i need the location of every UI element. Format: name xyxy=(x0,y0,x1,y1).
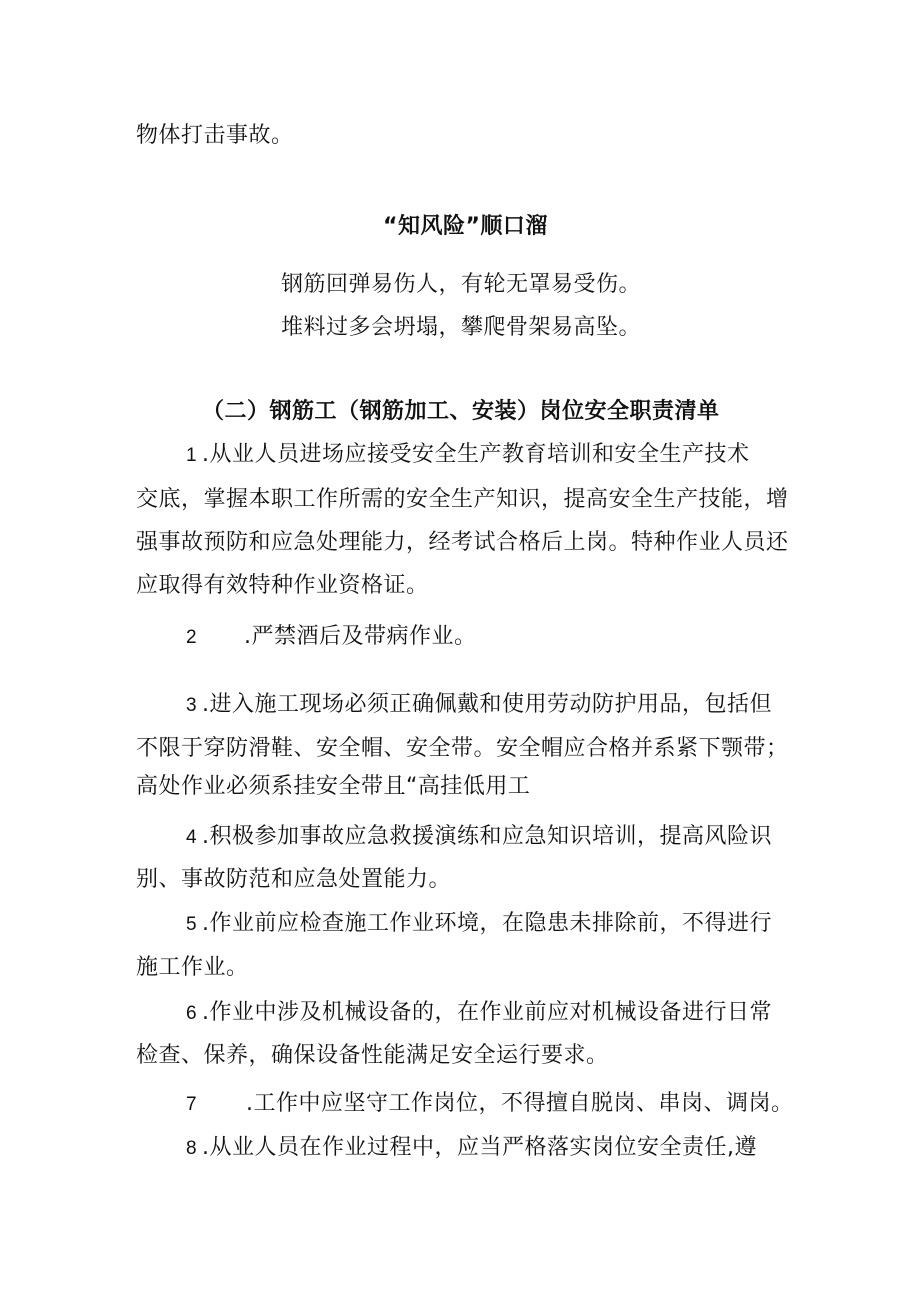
list-item-first-line xyxy=(186,440,750,471)
list-item-line: 强事故预防和应急处理能力，经考试合格后上岗。特种作业人员还 xyxy=(136,530,789,555)
intro-text: 物体打击事故。 xyxy=(136,123,294,148)
list-item-first-line xyxy=(186,909,772,940)
item-number: 7 xyxy=(186,1094,198,1115)
jingle-line: 钢筋回弹易伤人，有轮无罩易受伤。 xyxy=(281,272,642,297)
list-item-line: 别、事故防范和应急处置能力。 xyxy=(136,867,452,892)
list-item-first-line xyxy=(186,1089,794,1120)
list-item-line: 应取得有效特种作业资格证。 xyxy=(136,573,429,598)
list-item-first-line xyxy=(186,1133,757,1164)
item-number: 8 xyxy=(186,1138,198,1159)
list-item-first-line xyxy=(186,822,772,853)
item-text: .作业中涉及机械设备的，在作业前应对机械设备进行日常 xyxy=(202,1000,772,1025)
list-item-line: 施工作业。 xyxy=(136,955,249,980)
item-number: 3 xyxy=(186,695,198,716)
item-text: .工作中应坚守工作岗位，不得擅自脱岗、串岗、调岗。 xyxy=(246,1091,794,1116)
list-item-line: 交底，掌握本职工作所需的安全生产知识，提高安全生产技能，增 xyxy=(136,487,789,512)
section-heading: （二）钢筋工（钢筋加工、安装）岗位安全职责清单 xyxy=(202,399,720,424)
list-item-first-line xyxy=(186,998,772,1029)
item-number: 2 xyxy=(186,627,198,648)
item-text: .作业前应检查施工作业环境，在隐患未排除前，不得进行 xyxy=(202,911,772,936)
list-item-first-line xyxy=(186,690,772,721)
item-text: .从业人员进场应接受安全生产教育培训和安全生产技术 xyxy=(202,442,750,467)
item-text: .进入施工现场必须正确佩戴和使用劳动防护用品，包括但 xyxy=(202,692,772,717)
jingle-line: 堆料过多会坍塌，攀爬骨架易高坠。 xyxy=(281,315,642,340)
item-number: 1 xyxy=(186,445,198,466)
item-text: .积极参加事故应急救援演练和应急知识培训，提高风险识 xyxy=(202,824,772,849)
list-item-line: 检查、保养，确保设备性能满足安全运行要求。 xyxy=(136,1043,609,1068)
item-number: 5 xyxy=(186,914,198,935)
item-number: 4 xyxy=(186,827,198,848)
list-item-line: 高处作业必须系挂安全带且“高挂低用工 xyxy=(136,774,531,799)
list-item-first-line xyxy=(186,622,477,653)
item-text: .从业人员在作业过程中，应当严格落实岗位安全责任,遵 xyxy=(202,1135,757,1160)
item-number: 6 xyxy=(186,1003,198,1024)
item-text: .严禁酒后及带病作业。 xyxy=(244,624,477,649)
list-item-line: 不限于穿防滑鞋、安全帽、安全带。安全帽应合格并系紧下颚带； xyxy=(136,736,789,761)
jingle-title: “知风险”顺口溜 xyxy=(383,214,548,239)
